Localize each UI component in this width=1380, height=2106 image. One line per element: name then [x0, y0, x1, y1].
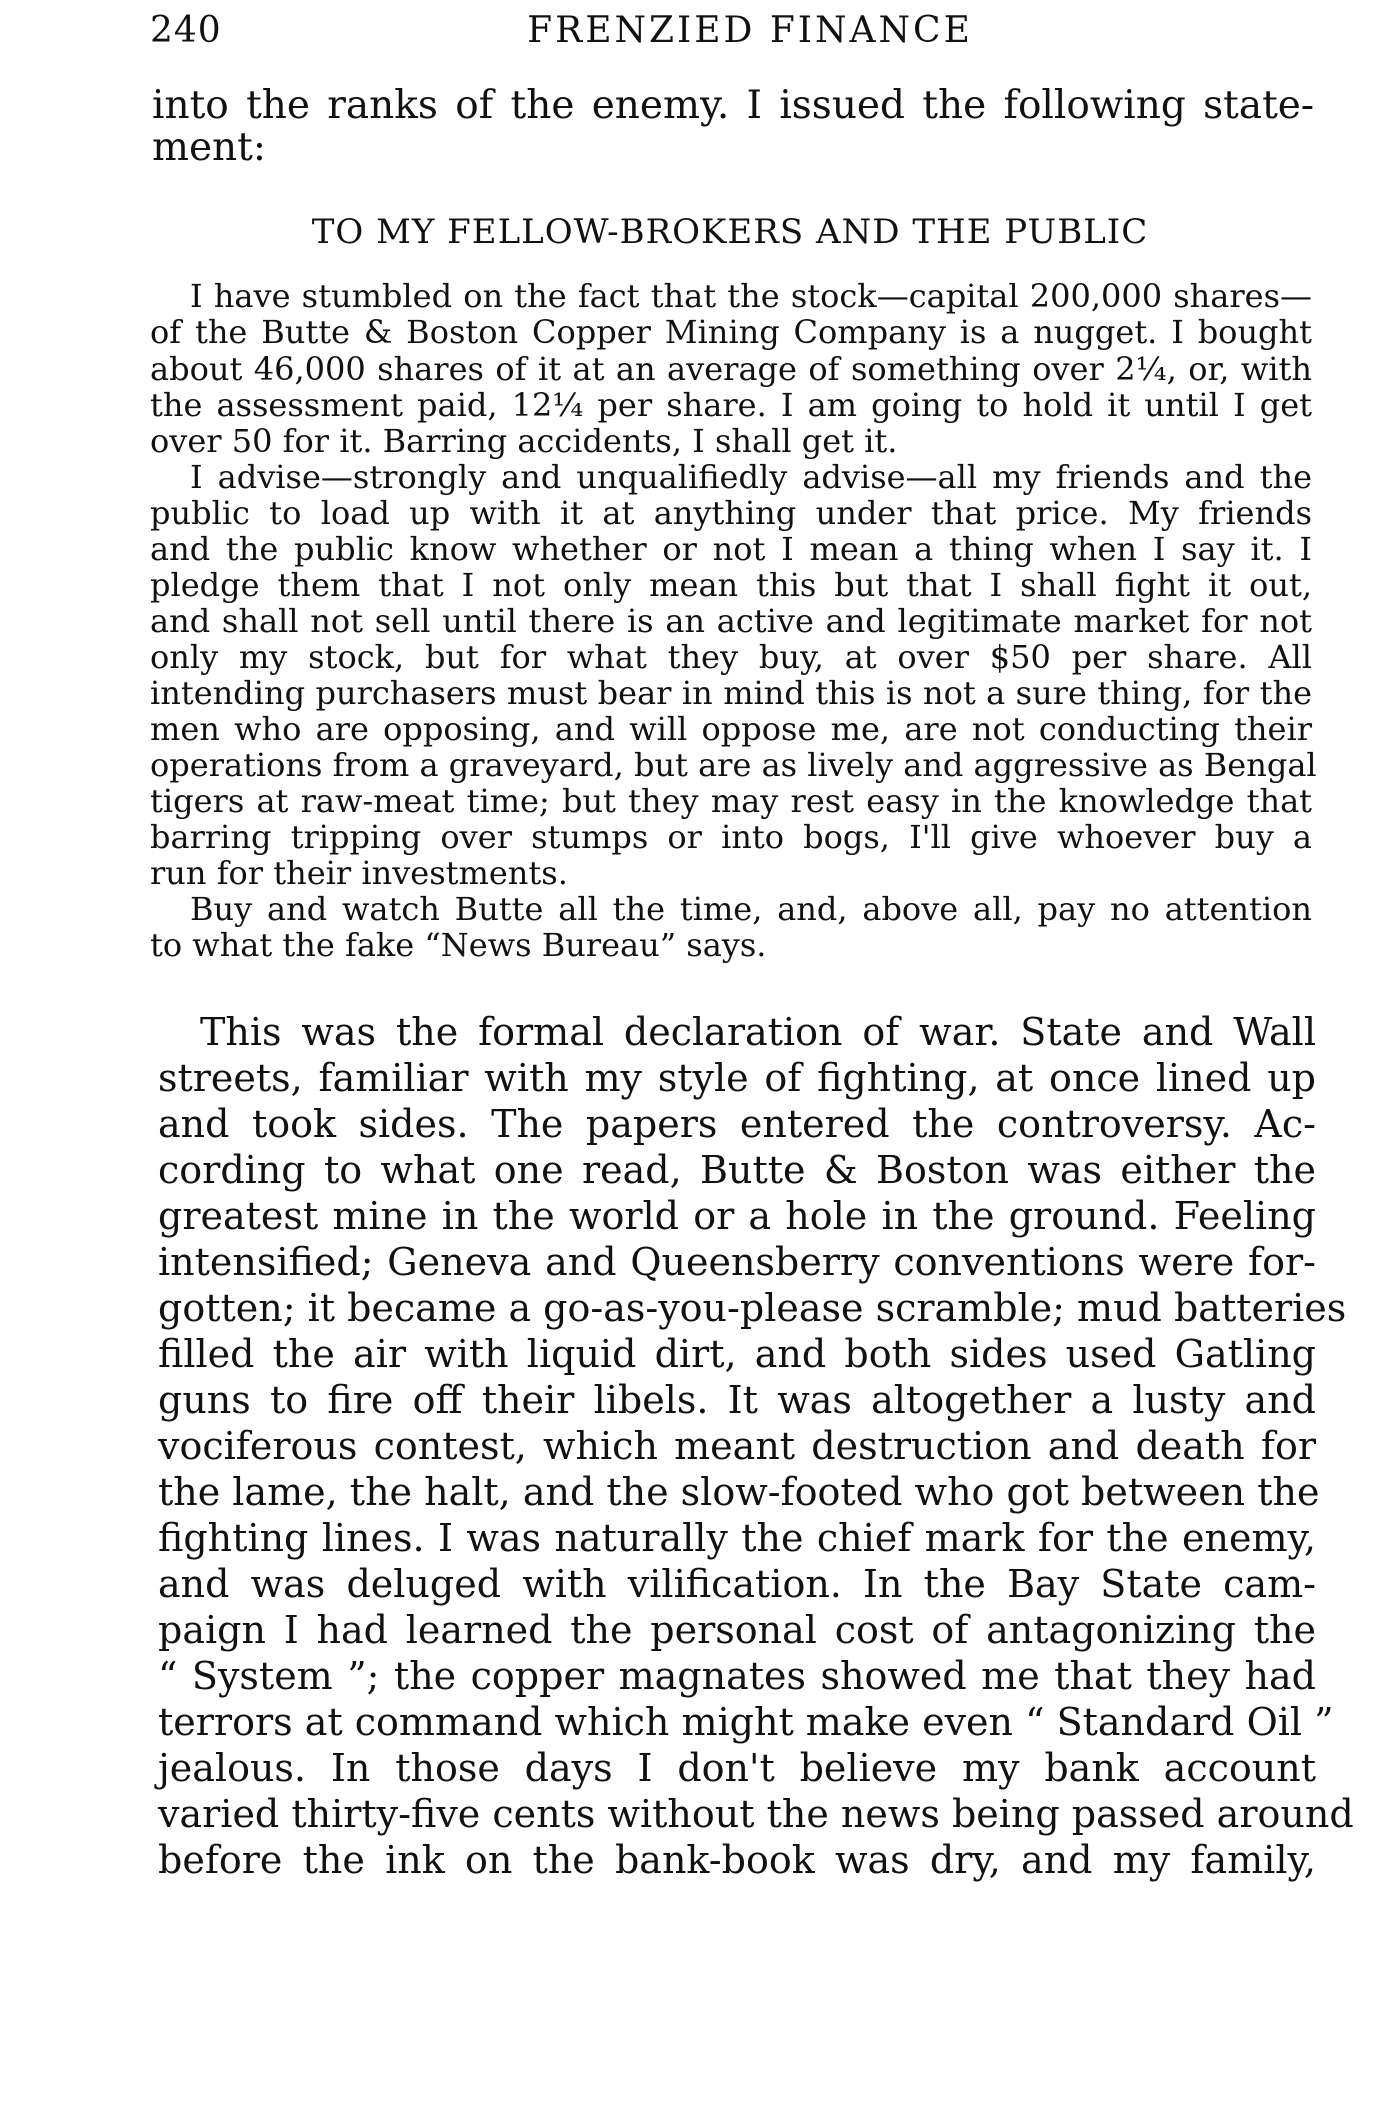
body-line: before the ink on the bank-book was dry, and my family, — [158, 1838, 1316, 1882]
body-line: intensified; Geneva and Queensberry conventions were for- — [158, 1240, 1316, 1284]
body-line: paign I had learned the personal cost of antagonizing the — [158, 1608, 1316, 1652]
body-line: guns to fire off their libels. It was altogether a lusty and — [158, 1378, 1316, 1422]
statement-line: I advise—strongly and unqualifiedly advise—all my friends and the — [190, 458, 1312, 496]
body-line: the lame, the halt, and the slow-footed who got between the — [158, 1470, 1320, 1514]
statement-line: and the public know whether or not I mean a thing when I say it. I — [150, 530, 1312, 568]
statement-line: I have stumbled on the fact that the stock—capital 200,000 shares— — [190, 277, 1312, 315]
intro-line: ment: — [152, 125, 266, 170]
statement-line: and shall not sell until there is an active and legitimate market for not — [150, 602, 1312, 640]
body-line: terrors at command which might make even “ Standard Oil ” — [158, 1700, 1334, 1744]
body-line: jealous. In those days I don't believe my bank account — [158, 1746, 1316, 1790]
statement-line: only my stock, but for what they buy, at over $50 per share. All — [150, 638, 1312, 676]
statement-line: public to load up with it at anything under that price. My friends — [150, 494, 1312, 532]
body-line: greatest mine in the world or a hole in the ground. Feeling — [158, 1194, 1316, 1238]
statement-line: over 50 for it. Barring accidents, I shall get it. — [150, 422, 898, 460]
statement-heading: TO MY FELLOW-BROKERS AND THE PUBLIC — [311, 212, 1149, 252]
statement-line: of the Butte & Boston Copper Mining Company is a nugget. I bought — [150, 313, 1312, 351]
body-line: gotten; it became a go-as-you-please scramble; mud batteries — [158, 1286, 1347, 1330]
body-line: varied thirty-five cents without the news being passed around — [158, 1792, 1354, 1836]
body-line: filled the air with liquid dirt, and both sides used Gatling — [158, 1332, 1316, 1376]
body-line: fighting lines. I was naturally the chief mark for the enemy, — [158, 1516, 1316, 1560]
body-line: “ System ”; the copper magnates showed me that they had — [158, 1654, 1316, 1698]
statement-line: pledge them that I not only mean this but that I shall fight it out, — [150, 566, 1312, 604]
page-number: 240 — [150, 10, 222, 51]
statement-line: men who are opposing, and will oppose me, are not conducting their — [150, 710, 1312, 748]
statement-line: tigers at raw-meat time; but they may rest easy in the knowledge that — [150, 782, 1312, 820]
statement-line: barring tripping over stumps or into bogs, I'll give whoever buy a — [150, 818, 1312, 856]
body-line: This was the formal declaration of war. State and Wall — [200, 1010, 1316, 1054]
statement-line: operations from a graveyard, but are as lively and aggressive as Bengal — [150, 746, 1317, 784]
statement-line: Buy and watch Butte all the time, and, above all, pay no attention — [190, 890, 1312, 928]
intro-line: into the ranks of the enemy. I issued the following state- — [152, 83, 1314, 128]
statement-line: the assessment paid, 12¼ per share. I am going to hold it until I get — [150, 386, 1312, 424]
body-line: and took sides. The papers entered the controversy. Ac- — [158, 1102, 1316, 1146]
statement-line: to what the fake “News Bureau” says. — [150, 926, 767, 964]
statement-line: intending purchasers must bear in mind this is not a sure thing, for the — [150, 674, 1312, 712]
statement-line: run for their investments. — [150, 854, 568, 892]
body-line: streets, familiar with my style of fighting, at once lined up — [158, 1056, 1316, 1100]
running-title: FRENZIED FINANCE — [527, 10, 973, 51]
body-line: cording to what one read, Butte & Boston was either the — [158, 1148, 1316, 1192]
running-head — [150, 10, 1310, 56]
body-line: and was deluged with vilification. In the Bay State cam- — [158, 1562, 1316, 1606]
body-line: vociferous contest, which meant destruction and death for — [158, 1424, 1316, 1468]
statement-line: about 46,000 shares of it at an average of something over 2¼, or, with — [150, 350, 1312, 388]
